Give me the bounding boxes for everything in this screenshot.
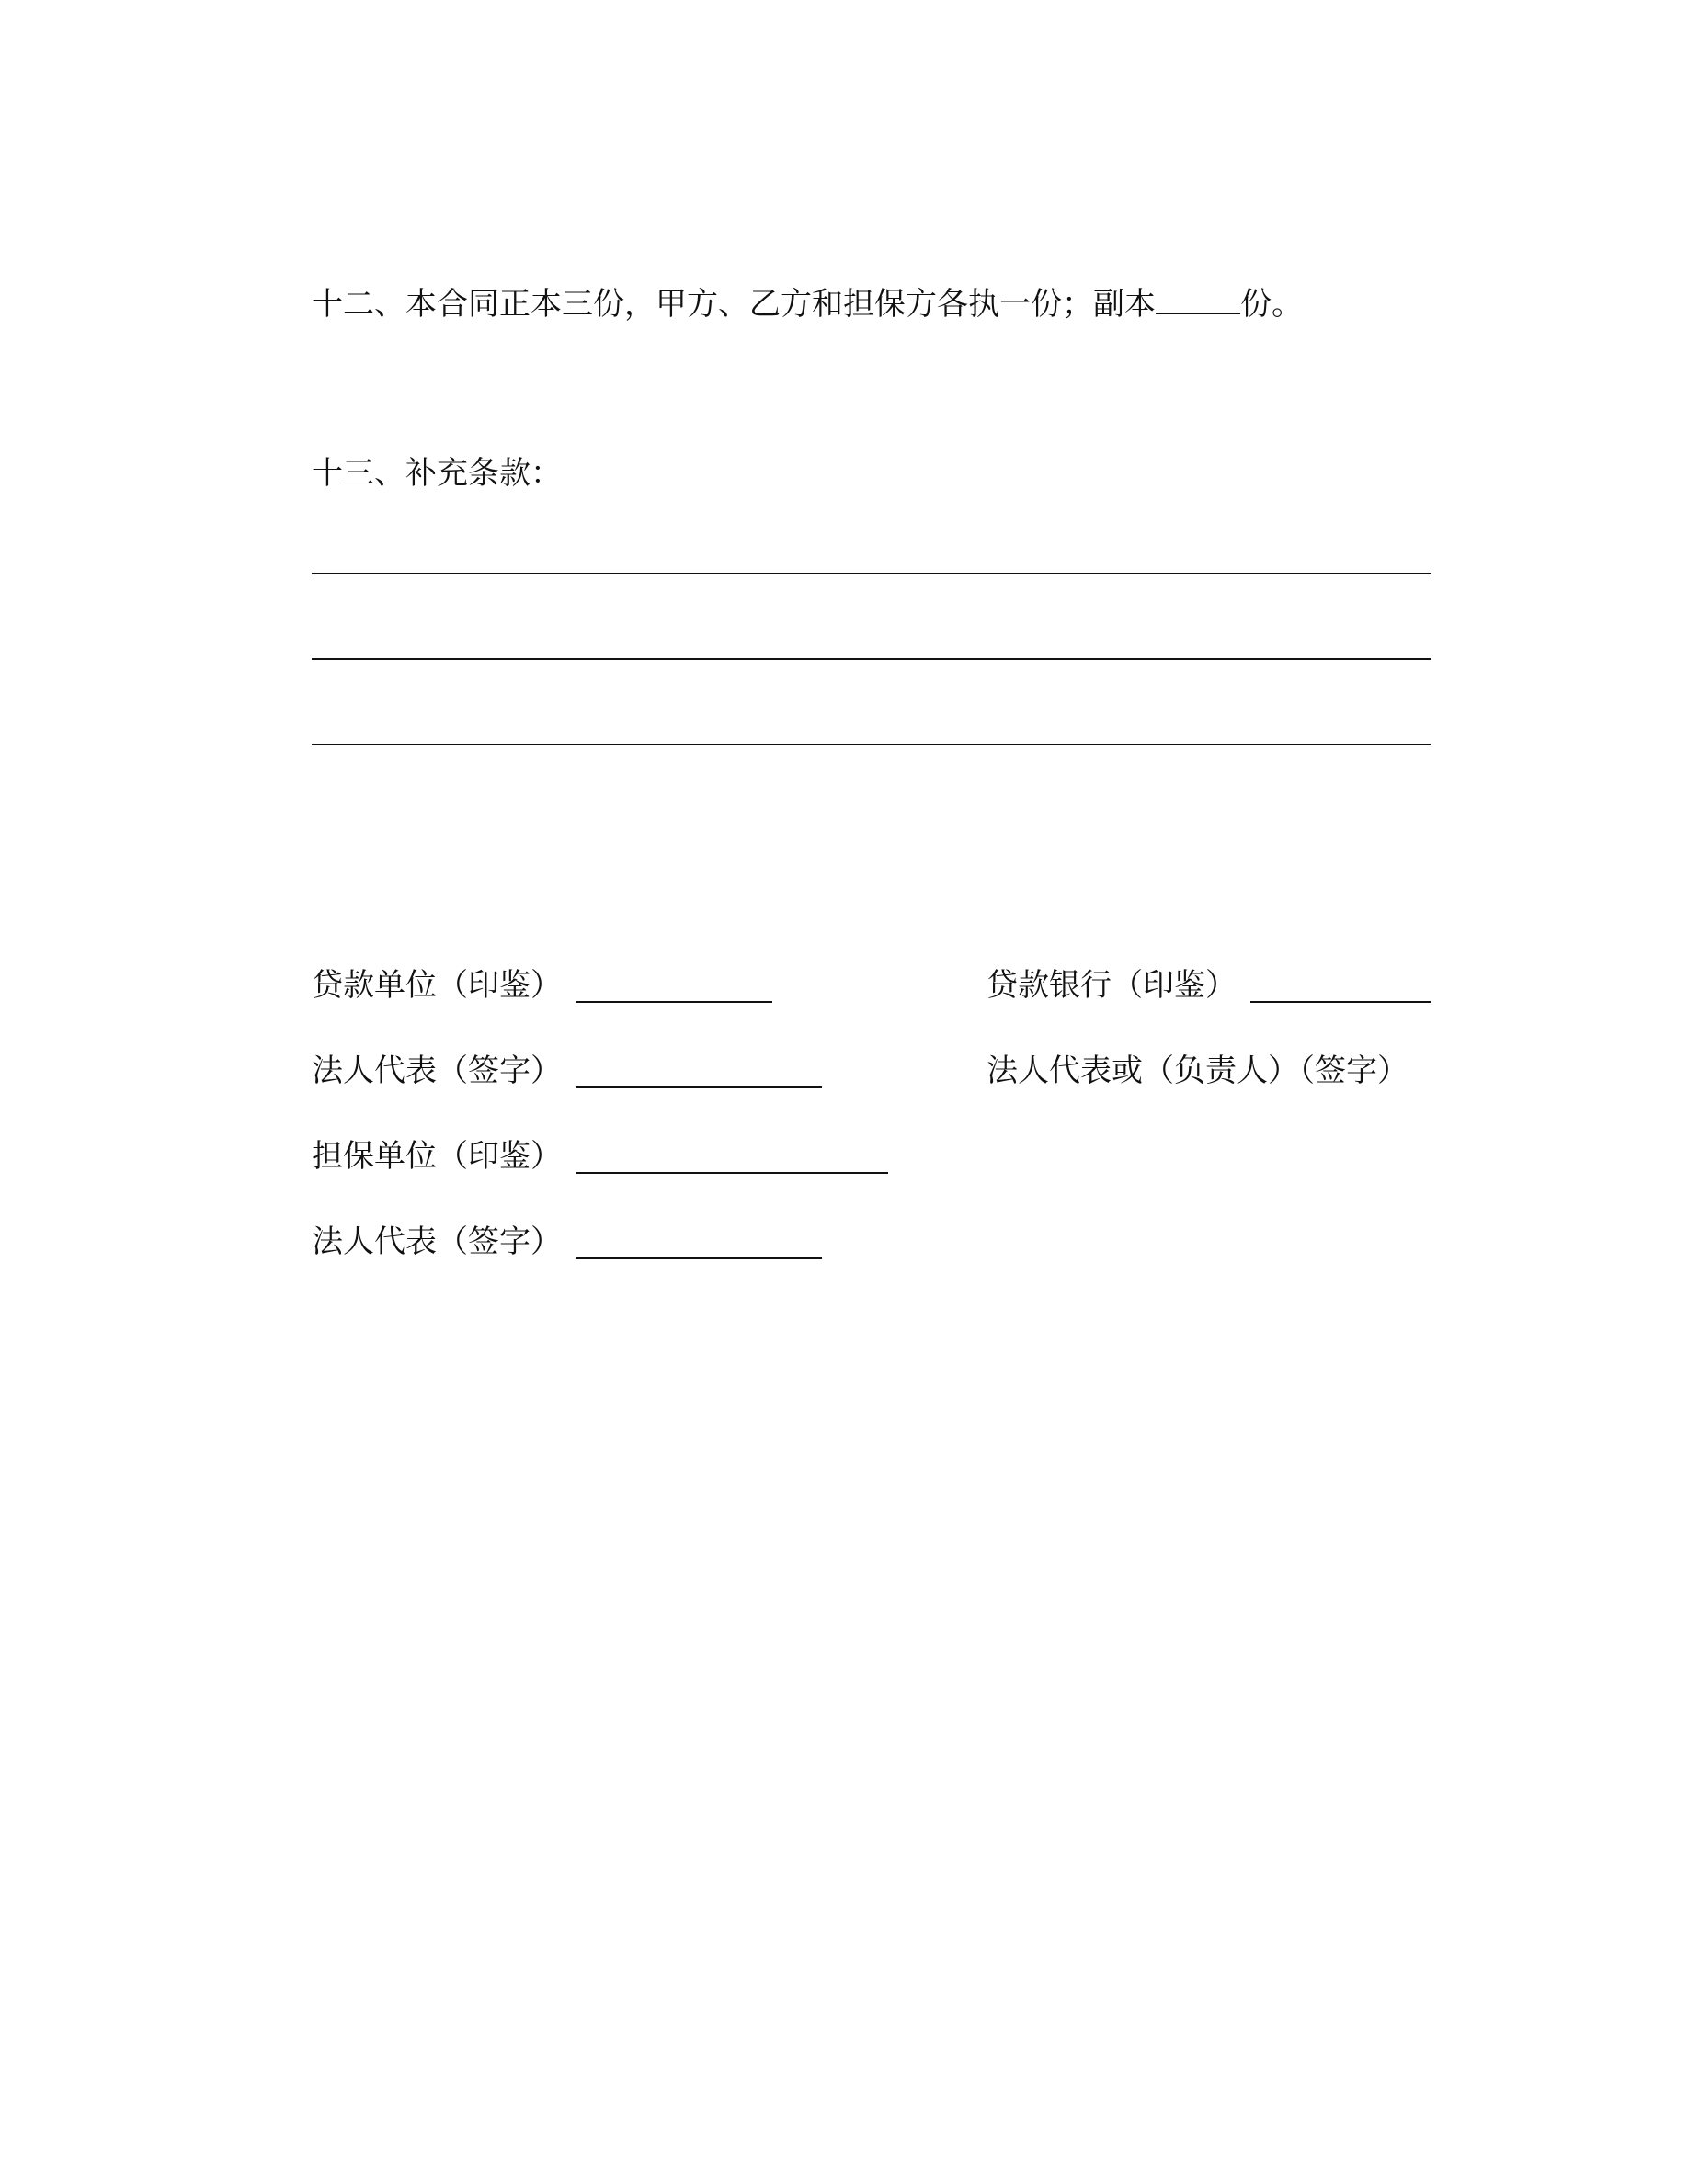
clause-13-heading: 十三、补充条款： [312,455,562,492]
borrower-legal-rep-line[interactable] [576,1086,822,1088]
borrower-seal-line[interactable] [576,1001,772,1003]
supplementary-line-1[interactable] [312,573,1431,574]
guarantor-seal-label: 担保单位（印鉴） [312,1138,562,1175]
guarantor-seal-line[interactable] [576,1172,888,1174]
bank-legal-rep-label: 法人代表或（负责人）（签字） [987,1052,1409,1089]
supplementary-line-3[interactable] [312,744,1431,745]
borrower-seal-label: 贷款单位（印鉴） [312,967,562,1004]
borrower-legal-rep-label: 法人代表（签字） [312,1052,562,1089]
copies-count-blank[interactable] [1156,285,1240,314]
bank-seal-line[interactable] [1250,1001,1431,1003]
guarantor-legal-rep-label: 法人代表（签字） [312,1223,562,1260]
clause-12-text: 十二、本合同正本三份，甲方、乙方和担保方各执一份；副本 [312,286,1156,323]
clause-12 [312,285,1303,323]
clause-12-suffix: 份。 [1240,286,1303,323]
bank-seal-label: 贷款银行（印鉴） [987,967,1237,1004]
supplementary-line-2[interactable] [312,658,1431,660]
guarantor-legal-rep-line[interactable] [576,1257,822,1259]
